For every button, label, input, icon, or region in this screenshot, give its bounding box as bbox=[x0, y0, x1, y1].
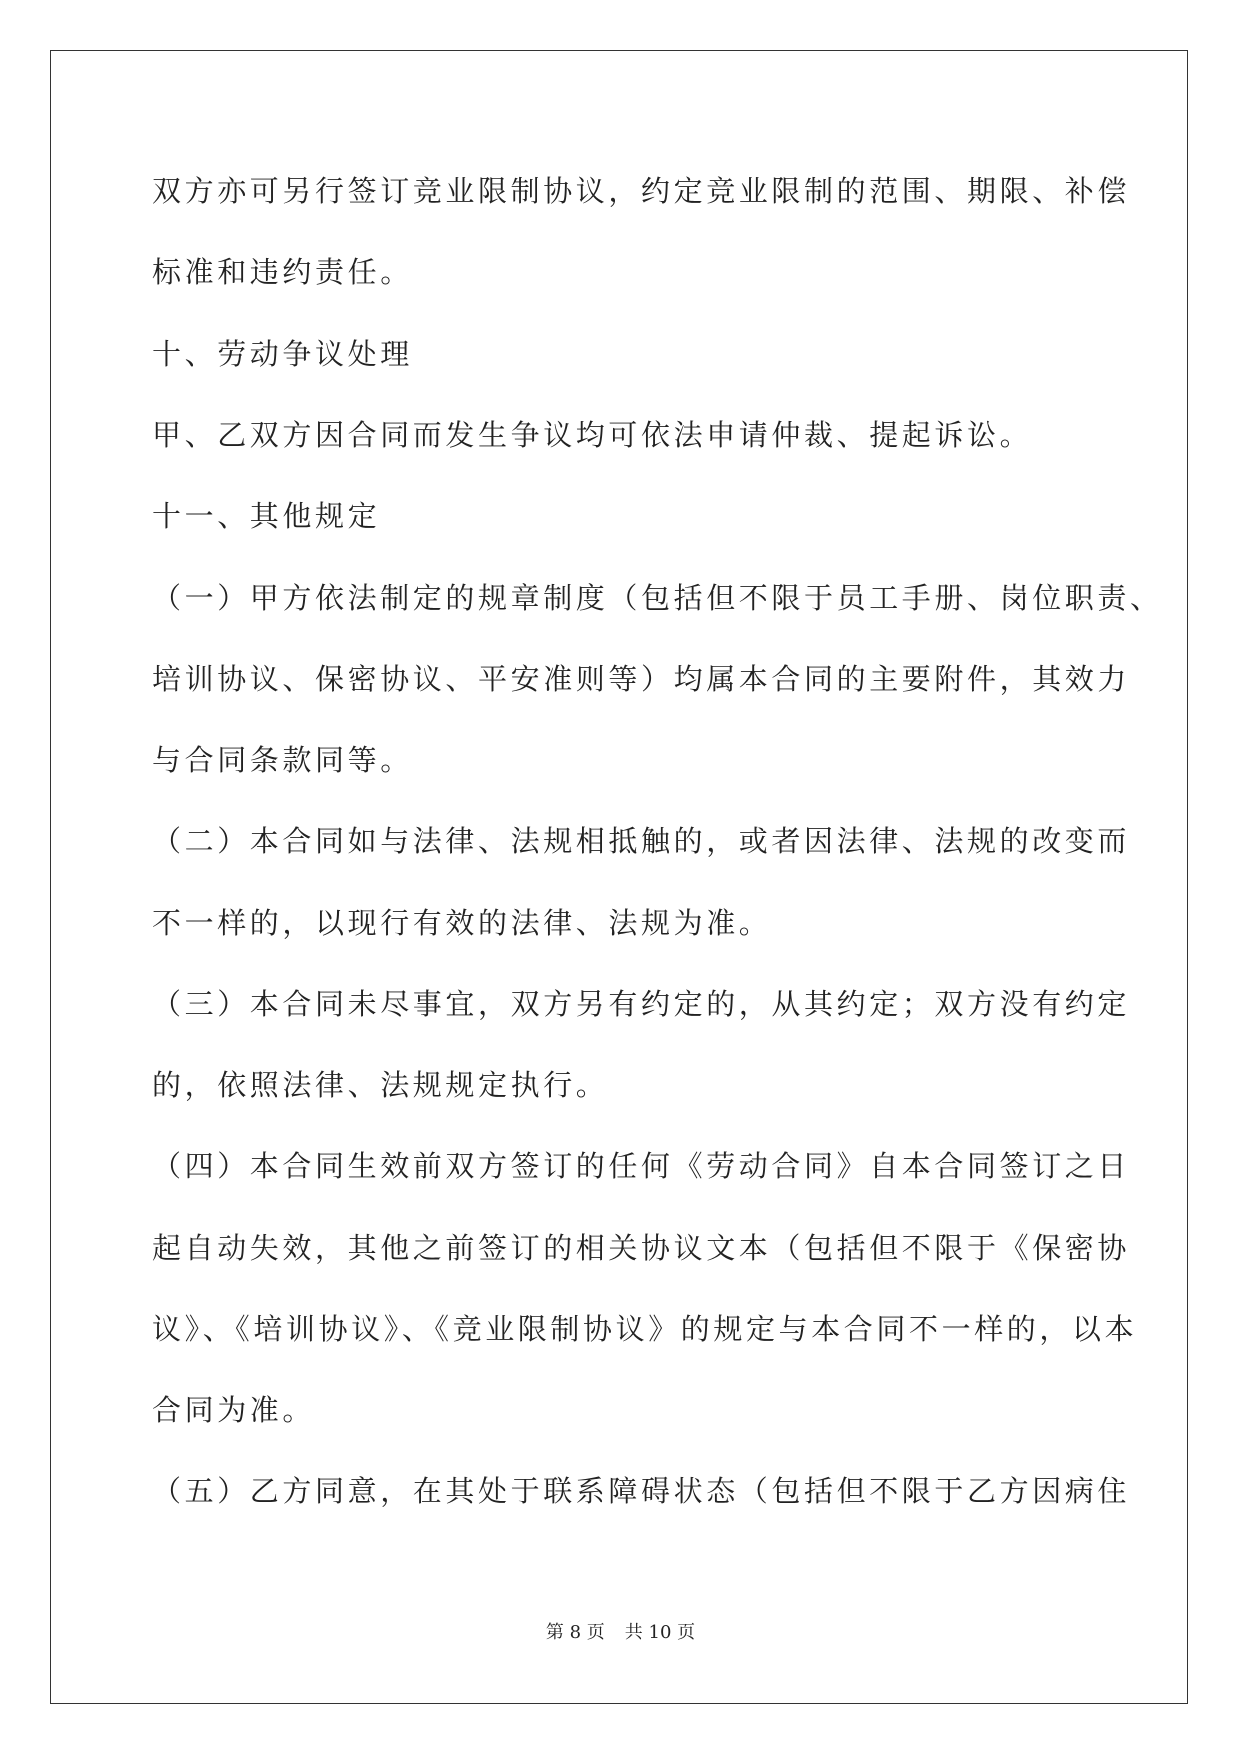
current-page-number: 第 8 页 bbox=[545, 1622, 605, 1643]
body-text-line: 合同为准。 bbox=[152, 1393, 316, 1427]
body-text-line: （四）本合同生效前双方签订的任何《劳动合同》自本合同签订之日 bbox=[152, 1149, 1131, 1183]
section-heading: 十、劳动争议处理 bbox=[152, 337, 413, 371]
body-text-line: 议》、《培训协议》、《竞业限制协议》的规定与本合同不一样的，以本 bbox=[152, 1312, 1138, 1346]
page-footer bbox=[0, 1618, 1241, 1644]
section-heading: 十一、其他规定 bbox=[152, 499, 381, 533]
body-text-line: 与合同条款同等。 bbox=[152, 743, 413, 777]
body-text-line: （二）本合同如与法律、法规相抵触的，或者因法律、法规的改变而 bbox=[152, 824, 1131, 858]
body-text-line: 培训协议、保密协议、平安准则等）均属本合同的主要附件，其效力 bbox=[152, 662, 1131, 696]
total-page-count: 共 10 页 bbox=[624, 1622, 696, 1643]
body-text-line: （一）甲方依法制定的规章制度（包括但不限于员工手册、岗位职责、 bbox=[152, 581, 1163, 615]
body-text-line: 双方亦可另行签订竞业限制协议，约定竞业限制的范围、期限、补偿 bbox=[152, 174, 1131, 208]
body-text-line: 的，依照法律、法规规定执行。 bbox=[152, 1068, 609, 1102]
body-text-line: 甲、乙双方因合同而发生争议均可依法申请仲裁、提起诉讼。 bbox=[152, 418, 1033, 452]
body-text-line: 起自动失效，其他之前签订的相关协议文本（包括但不限于《保密协 bbox=[152, 1231, 1131, 1265]
body-text-line: （五）乙方同意，在其处于联系障碍状态（包括但不限于乙方因病住 bbox=[152, 1474, 1131, 1508]
body-text-line: 标准和违约责任。 bbox=[152, 255, 413, 289]
body-text-line: 不一样的，以现行有效的法律、法规为准。 bbox=[152, 906, 772, 940]
body-text-line: （三）本合同未尽事宜，双方另有约定的，从其约定；双方没有约定 bbox=[152, 987, 1131, 1021]
page-border bbox=[50, 50, 1188, 1704]
